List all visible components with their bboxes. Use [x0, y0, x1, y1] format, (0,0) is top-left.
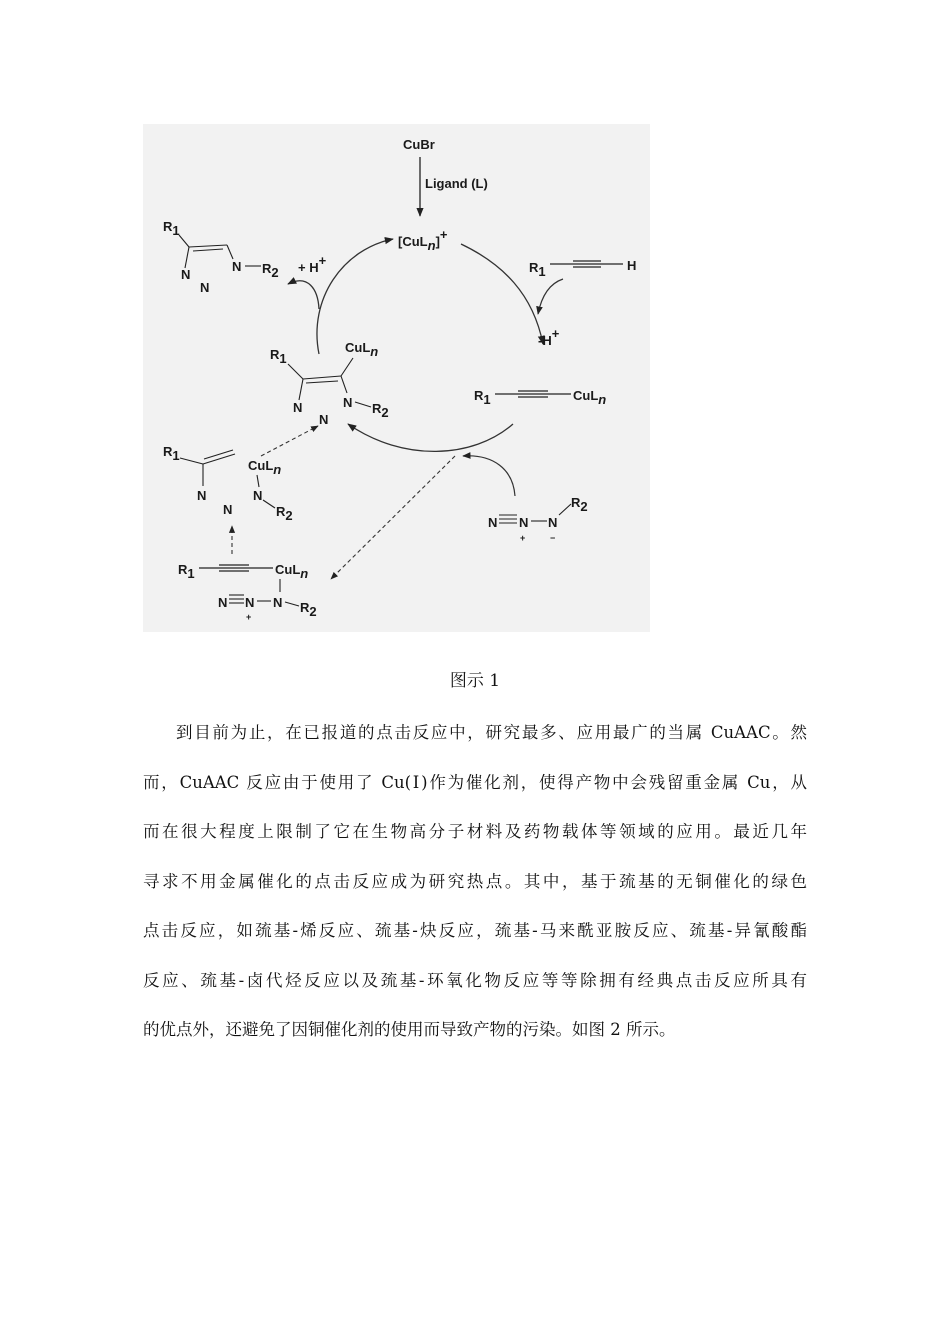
product-release-arc — [288, 281, 319, 309]
alkyne-r1: R1 — [529, 260, 546, 279]
svg-text:N: N — [253, 488, 263, 503]
svg-text:R2: R2 — [276, 504, 293, 523]
azide-bond-r — [559, 504, 571, 515]
deprotonation-label: -H+ — [538, 326, 560, 348]
svg-text:N: N — [343, 395, 353, 410]
triazolyl-intermediate — [270, 340, 389, 427]
svg-text:N: N — [293, 400, 303, 415]
svg-text:R1: R1 — [270, 347, 287, 366]
alkyne-h: H — [627, 258, 637, 273]
paragraph-line: 寻求不用金属催化的点击反应成为研究热点。其中，基于巯基的无铜催化的绿色 — [143, 871, 807, 891]
catalyst-label: [CuLn]+ — [398, 227, 448, 253]
product-triazole — [163, 219, 279, 295]
dashed-arrow-to-triazolyl — [261, 426, 318, 456]
svg-text:CuLn: CuLn — [275, 562, 309, 581]
cycle-arc-right — [461, 244, 543, 344]
paragraph-line: 到目前为止，在已报道的点击反应中，研究最多、应用最广的当属 CuAAC。然 — [176, 723, 807, 742]
protonation-label: + H+ — [298, 253, 327, 275]
svg-text:R1: R1 — [163, 444, 180, 463]
svg-text:+: + — [246, 612, 252, 622]
svg-text:R2: R2 — [372, 401, 389, 420]
paragraph-line: 而在很大程度上限制了它在生物高分子材料及药物载体等领域的应用。最近几年 — [143, 822, 807, 841]
svg-text:N: N — [245, 595, 255, 610]
azide-n3: N — [548, 515, 558, 530]
svg-text:N: N — [218, 595, 228, 610]
azide-complex — [178, 562, 317, 622]
acetylide-cu: CuLn — [573, 388, 607, 407]
svg-text:N: N — [232, 259, 242, 274]
azide-n1: N — [488, 515, 498, 530]
dashed-arrow-to-complex — [331, 456, 455, 579]
acetylide-r1: R1 — [474, 388, 491, 407]
svg-text:N: N — [197, 488, 207, 503]
svg-text:N: N — [273, 595, 283, 610]
azide-entry-arrow — [463, 456, 515, 496]
paragraph-line: 点击反应，如巯基-烯反应、巯基-炔反应，巯基-马来酰亚胺反应、巯基-异氰酸酯 — [143, 921, 807, 940]
paragraph-line: 而，CuAAC 反应由于使用了 Cu(Ⅰ)作为催化剂，使得产物中会残留重金属 Cu，从 — [143, 772, 807, 792]
svg-text:N: N — [181, 267, 191, 282]
svg-text:N: N — [319, 412, 329, 427]
azide-minus: − — [550, 533, 556, 543]
catalytic-cycle-figure — [143, 124, 650, 632]
ligand-label: Ligand (L) — [425, 176, 488, 191]
svg-text:R2: R2 — [300, 600, 317, 619]
azide-plus: + — [520, 533, 526, 543]
svg-text:N: N — [223, 502, 233, 517]
cubr-label: CuBr — [403, 137, 435, 152]
svg-text:R1: R1 — [163, 219, 180, 238]
cycle-arc-left — [317, 239, 393, 354]
metallacycle-intermediate — [163, 444, 293, 523]
cuaac-cycle-diagram — [143, 124, 650, 632]
svg-text:R2: R2 — [262, 261, 279, 280]
paragraph-line: 反应、巯基-卤代烃反应以及巯基-环氧化物反应等等除拥有经典点击反应所具有 — [143, 970, 807, 990]
paragraph-line: 的优点外，还避免了因铜催化剂的使用而导致产物的污染。如图 2 所示。 — [143, 1020, 676, 1039]
svg-text:R1: R1 — [178, 562, 195, 581]
azide-r2: R2 — [571, 495, 588, 514]
svg-text:CuLn: CuLn — [248, 458, 282, 477]
svg-text:N: N — [200, 280, 210, 295]
cycle-arc-lower — [348, 424, 513, 451]
svg-text:CuLn: CuLn — [345, 340, 379, 359]
azide-n2: N — [519, 515, 529, 530]
alkyne-entry-arrow — [538, 279, 563, 314]
figure-caption: 图示 1 — [449, 671, 501, 691]
body-paragraph — [143, 708, 807, 1055]
